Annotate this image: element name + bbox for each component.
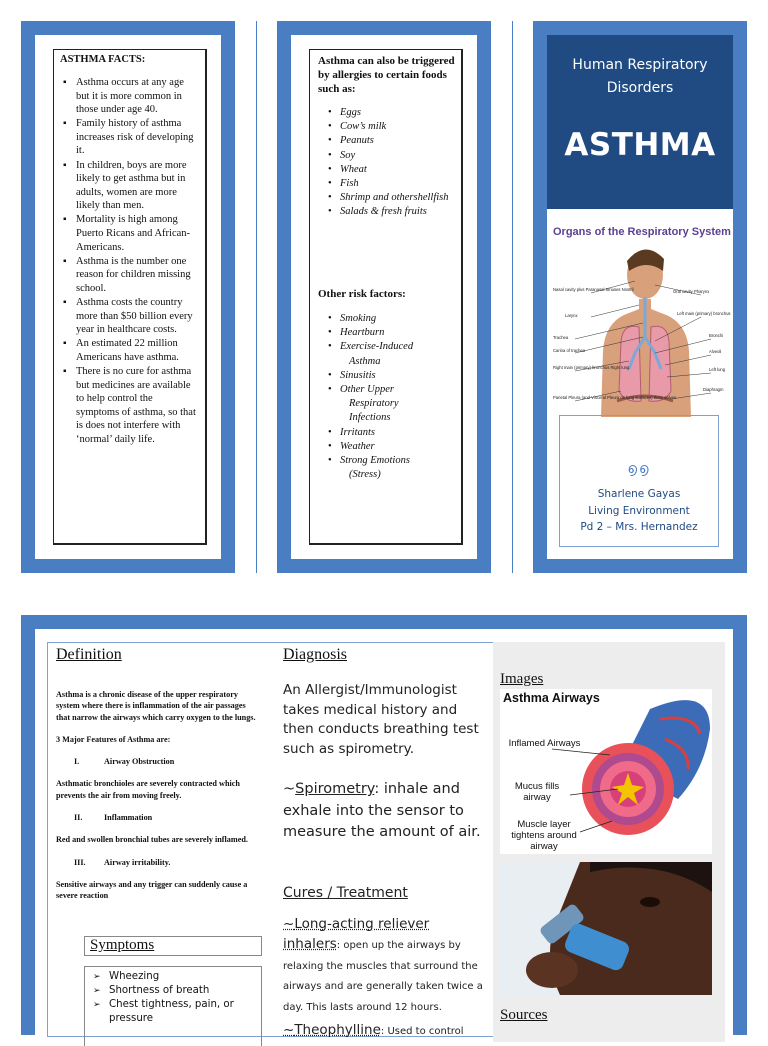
triggers-box (309, 49, 463, 545)
cover-panel-inner (547, 35, 733, 559)
inhalers-term: Long-acting reliever inhalers (283, 916, 430, 952)
feature-heading (56, 857, 256, 868)
airway-label: Inflamed Airways (508, 738, 581, 749)
spirometry-term: Spirometry (295, 781, 375, 797)
inside-spread (21, 615, 747, 1038)
cover-subtitle (547, 54, 733, 100)
risk-item (310, 340, 457, 368)
organ-label: Left lung (709, 367, 726, 372)
fold-line (512, 21, 513, 573)
risk-item-continuation: Infections (349, 412, 391, 424)
feature-desc: Sensitive airways and any trigger can suddenly cause a severe reaction (56, 879, 248, 901)
title-band (547, 35, 733, 209)
cures-heading: Cures / Treatment (283, 885, 408, 901)
symptoms-box (84, 966, 262, 1046)
inhalers-text: : open up the airways by relaxing the muscles that surround the airways and are generally taken twice a day. This lasts around 12 hours. (283, 940, 483, 1013)
feature-heading (56, 756, 256, 767)
risk-item (310, 383, 457, 426)
feature-num: I. (74, 757, 80, 767)
organ-label: Diaphragm (703, 387, 724, 392)
spirometry-text: : inhale and exhale into the sensor to measure the amount of air. (283, 781, 481, 840)
asthma-airways-figure (500, 689, 712, 854)
diagnosis-text: An Allergist/Immunologist takes medical history and then conducts breathing test such as spirometry. (283, 682, 479, 757)
organs-figure-title: Organs of the Respiratory System (553, 226, 731, 238)
risk-item: • Irritants (310, 426, 457, 440)
symptom-item: ➢ Wheezing (93, 970, 234, 984)
organ-label: Alveoli (709, 349, 722, 354)
risk-title: Other risk factors: (318, 288, 406, 300)
definition-body (56, 689, 256, 913)
food-item: • Peanuts (310, 134, 455, 148)
author-name: Sharlene Gayas (597, 488, 681, 500)
fold-line (256, 21, 257, 573)
inside-spread-inner (35, 629, 733, 1038)
food-item: • Eggs (310, 106, 455, 120)
risk-item: • Sinusitis (310, 369, 457, 383)
feature-num: II. (74, 813, 83, 823)
author-box (559, 415, 719, 547)
course-name: Living Environment (588, 504, 690, 517)
theophylline-paragraph: ~Theophylline: Used to control (283, 1022, 464, 1038)
cover-subtitle-line: Human Respiratory (572, 57, 708, 73)
feature-desc: Asthmatic bronchioles are severely contracted which prevents the air from moving freely. (56, 779, 240, 800)
flourish-ornament: ൭൭ (627, 460, 651, 476)
cover-panel (533, 21, 747, 573)
symptom-item: ➢ Shortness of breath (93, 984, 234, 998)
food-item (310, 191, 455, 205)
symptom-continuation: pressure (109, 1013, 154, 1024)
fact-item: ▪ In children, boys are more likely to get asthma but in adults, women are more likely than men. (60, 159, 197, 213)
organ-label: Bronchi (709, 333, 724, 338)
theophylline-text: : Used to control (380, 1026, 464, 1037)
risks-list (310, 312, 457, 482)
spirometry-paragraph: ~Spirometry: inhale and exhale into the sensor to measure the amount of air. (283, 781, 481, 840)
facts-panel (21, 21, 235, 573)
risk-item: • Heartburn (310, 326, 457, 340)
risk-item: • Smoking (310, 312, 457, 326)
food-item-continuation: shellfish (413, 192, 449, 204)
facts-panel-inner (35, 35, 221, 559)
author-info (560, 486, 718, 536)
risk-item-continuation: (Stress) (349, 469, 381, 481)
food-item: • Wheat (310, 163, 455, 177)
feature-num: III. (74, 857, 86, 867)
organ-label: Nasal cavity plus Paranasal Sinuses Nostril (553, 287, 634, 292)
features-intro: 3 Major Features of Asthma are: (56, 734, 171, 744)
fact-item: ▪ Asthma occurs at any age but it is more common in those under age 40. (60, 76, 197, 117)
allergy-title: Asthma can also be triggered by allergies to certain foods such as: (318, 55, 455, 95)
risk-item-text: Exercise-Induced (340, 341, 414, 353)
child-inhaler-photo (500, 862, 712, 995)
fact-item: ▪ There is no cure for asthma but medicines are available to help control the symptoms of asthma, so that is does not interfere with ‘normal’ daily life. (60, 365, 197, 447)
airway-label: Muscle layer tightens around airway (511, 819, 577, 852)
organ-label: Parietal Pleura (and Visceral Pleura on lung surfaces) them selves (553, 395, 677, 400)
food-item-text: Shrimp and other (340, 192, 414, 204)
organ-label: Trachea (553, 335, 569, 340)
food-item: • Soy (310, 149, 455, 163)
fact-item: ▪ Family history of asthma increases risk of developing it. (60, 117, 197, 158)
triggers-panel-inner (291, 35, 477, 559)
fact-item: ▪ Asthma costs the country more than $50 billion every year in healthcare costs. (60, 296, 197, 337)
organ-label: Oral cavity Pharynx (673, 289, 710, 294)
facts-list (60, 76, 197, 447)
airway-figure-title: Asthma Airways (503, 691, 600, 705)
risk-item-continuation: Asthma (349, 355, 381, 367)
organ-label: Left main (primary) bronchus (677, 311, 731, 316)
images-heading: Images (500, 671, 544, 687)
facts-box (53, 49, 207, 545)
symptom-item (93, 998, 234, 1026)
fact-item: ▪ An estimated 22 million Americans have asthma. (60, 337, 197, 364)
cover-title: ASTHMA (564, 127, 716, 163)
food-item: • Salads & fresh fruits (310, 205, 455, 219)
feature-desc: Red and swollen bronchial tubes are severely inflamed. (56, 835, 248, 845)
airway-label: Mucus fills airway (514, 781, 560, 803)
inhalers-paragraph: ~Long-acting reliever inhalers: open up the airways by relaxing the muscles that surround the airways and are generally taken twice a day. This lasts around 12 hours. (283, 916, 483, 1013)
sources-heading: Sources (500, 1007, 548, 1023)
facts-title: ASTHMA FACTS: (60, 54, 146, 65)
food-item: • Cow’s milk (310, 120, 455, 134)
risk-item: • Weather (310, 440, 457, 454)
organ-label: Larynx (565, 313, 578, 318)
child-hand (526, 952, 578, 988)
food-item: • Fish (310, 177, 455, 191)
risk-item-text: Other Upper (340, 384, 394, 396)
symptoms-list (93, 970, 234, 1026)
fact-item: ▪ Mortality is high among Puerto Ricans and African-Americans. (60, 213, 197, 254)
theophylline-term: Theophylline (294, 1022, 381, 1038)
symptom-text: Chest tightness, pain, or (109, 999, 234, 1010)
organ-label: Right main (primary) bronchus Right lung (553, 365, 630, 370)
risk-item (310, 454, 457, 482)
feature-name: Airway irritability. (104, 857, 171, 867)
triggers-panel (277, 21, 491, 573)
symptoms-heading: Symptoms (90, 937, 155, 953)
feature-heading (56, 812, 256, 823)
risk-item-text: Strong Emotions (340, 455, 410, 467)
fact-item: ▪ Asthma is the number one reason for children missing school. (60, 255, 197, 296)
cover-subtitle-line: Disorders (606, 80, 674, 96)
feature-name: Inflammation (104, 813, 153, 823)
definition-text: Asthma is a chronic disease of the upper respiratory system where there is inflammation of the air passages that narrow the airways which carry oxygen to the lungs. (56, 690, 256, 722)
definition-heading: Definition (56, 646, 122, 663)
foods-list (310, 106, 455, 220)
feature-name: Airway Obstruction (104, 757, 175, 767)
class-period: Pd 2 – Mrs. Hernandez (580, 521, 698, 533)
symptoms-heading-box (84, 936, 262, 956)
respiratory-organs-figure (551, 241, 733, 417)
organ-label: Carina of trachea (553, 348, 586, 353)
diagnosis-heading: Diagnosis (283, 646, 347, 663)
risk-item-continuation: Respiratory (349, 398, 399, 410)
